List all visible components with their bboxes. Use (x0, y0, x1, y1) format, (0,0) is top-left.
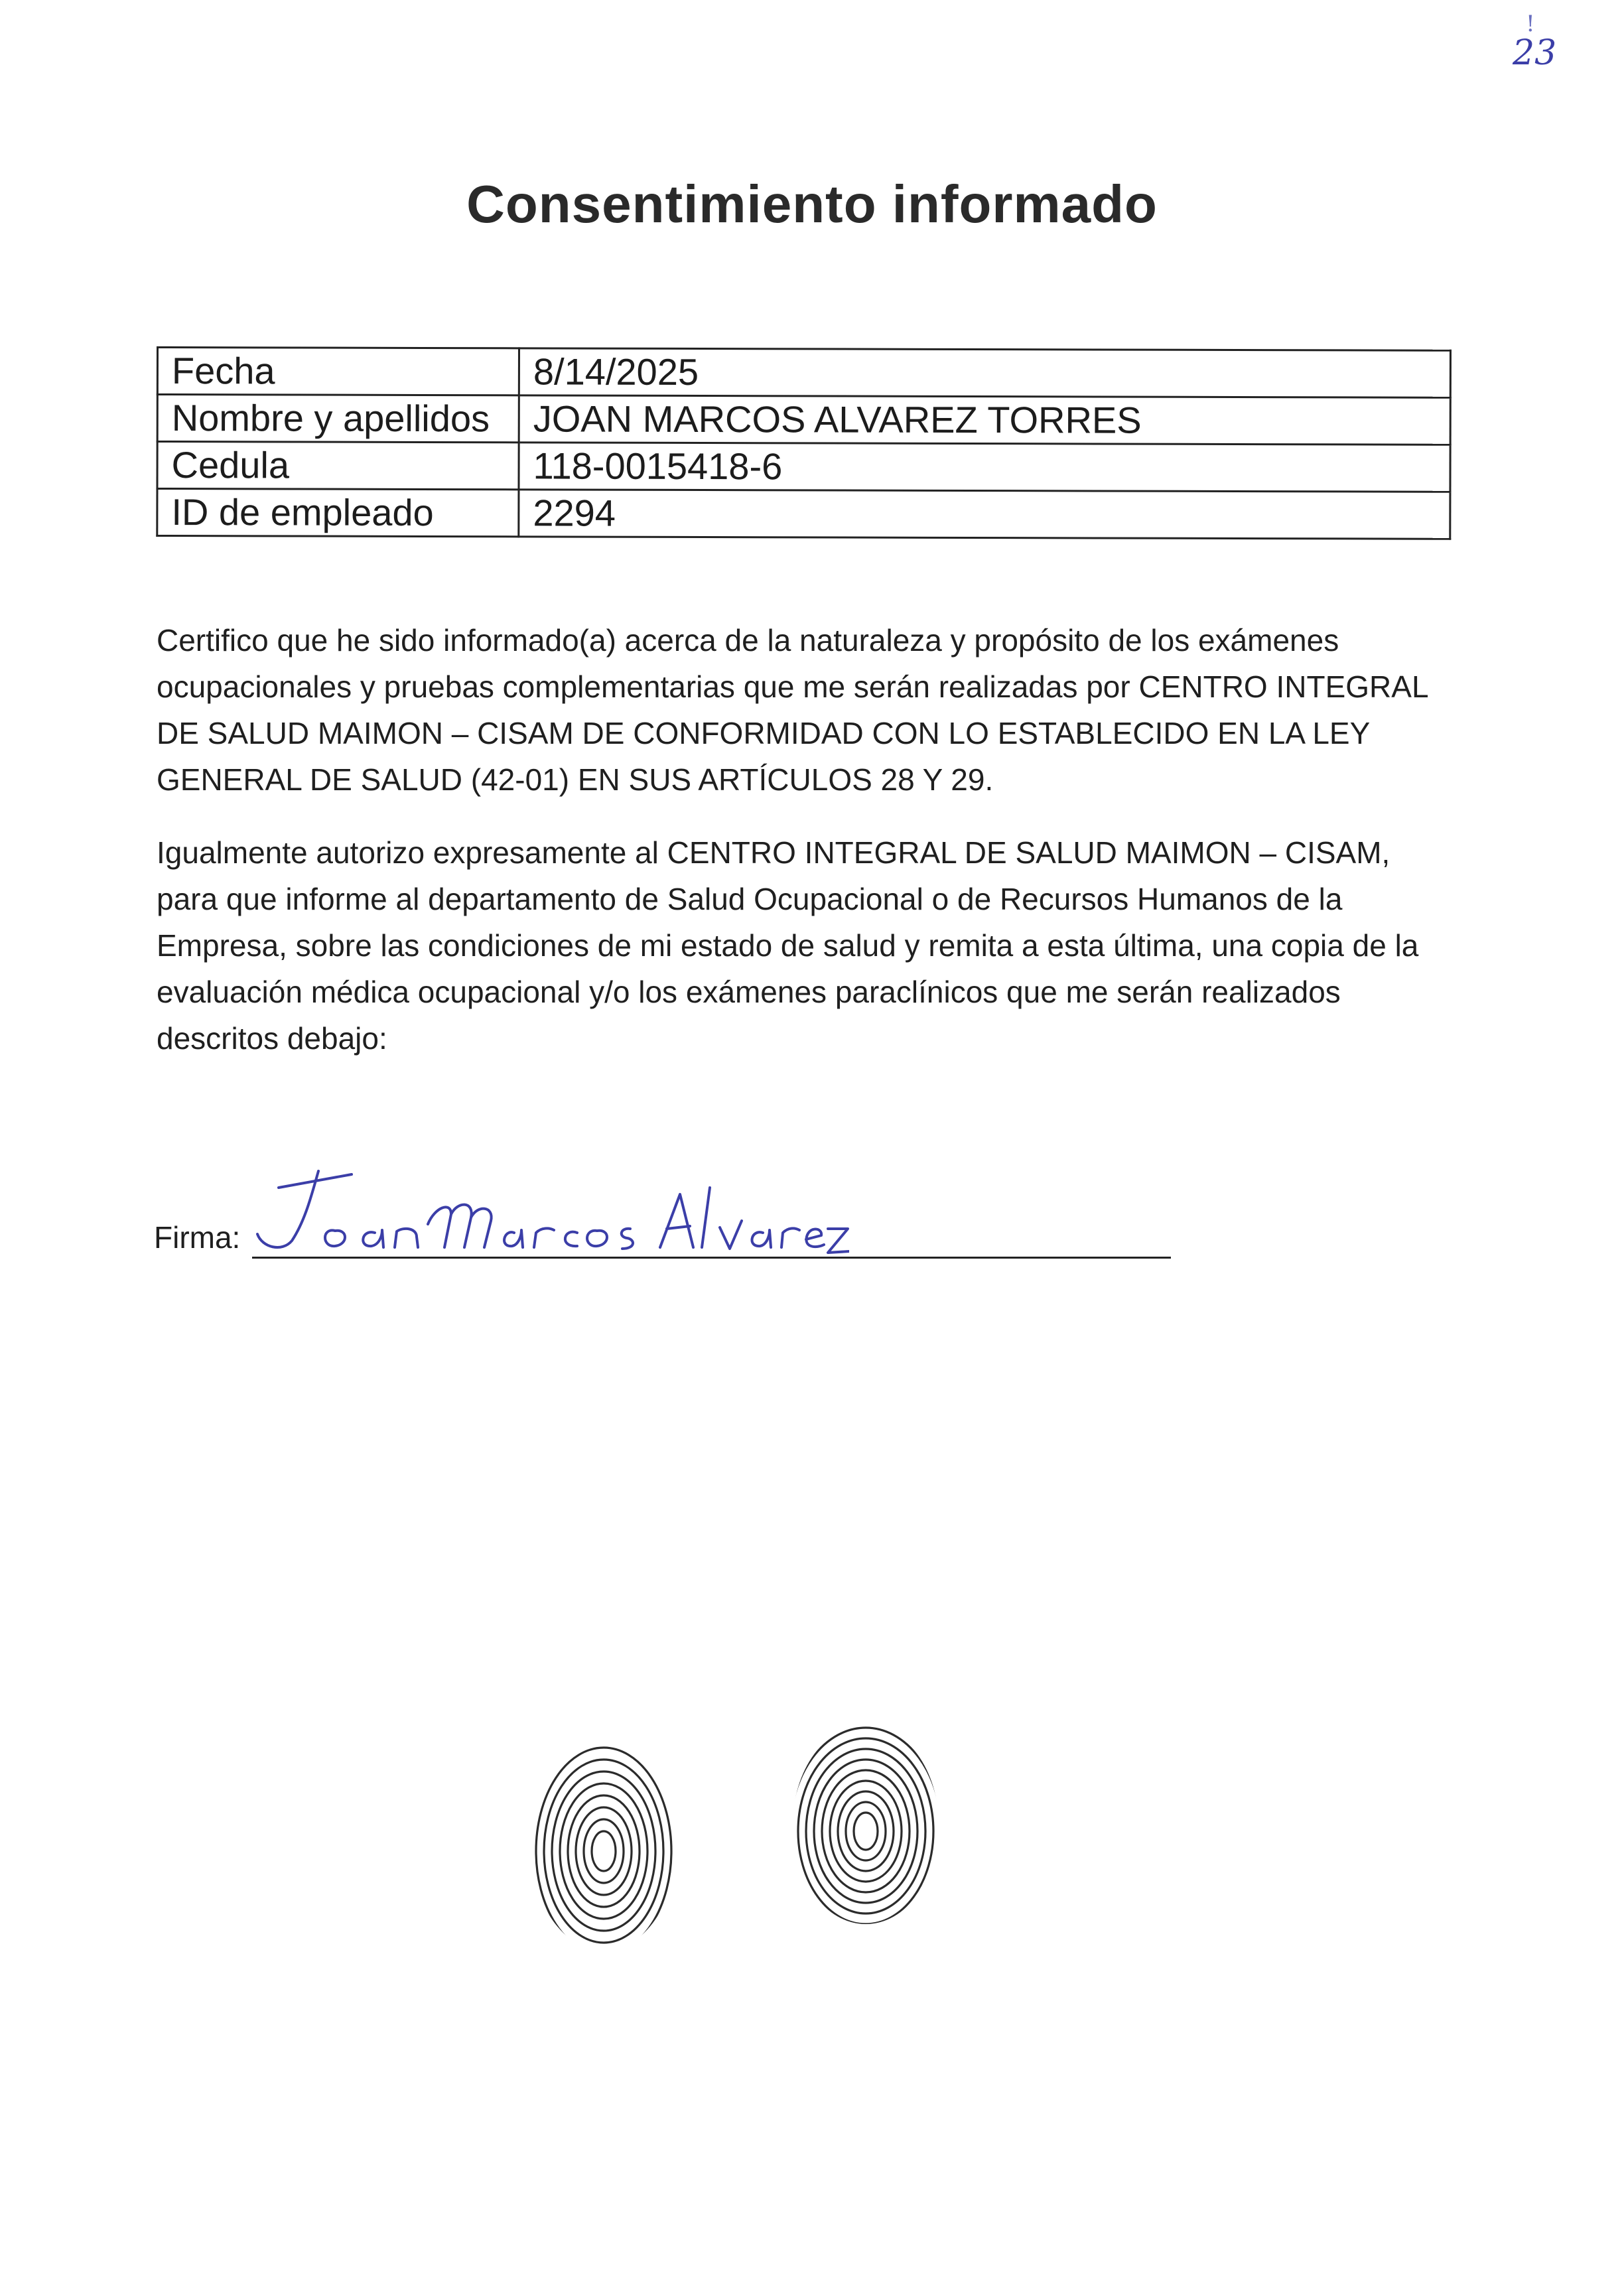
fingerprints (517, 1718, 982, 1971)
table-row (157, 348, 1450, 398)
info-table (156, 346, 1452, 540)
signature-label: Firma: (154, 1220, 241, 1255)
cedula-value: 118-0015418-6 (519, 443, 1450, 492)
authorization-paragraph: Igualmente autorizo expresamente al CENTRO INTEGRAL DE SALUD MAIMON – CISAM, para que informe al departamento de Salud Ocupacional o de Recursos Humanos de la Empresa, sobre las condiciones de mi estado de salud y remita a esta última, una copia de la evaluación médica ocupacional y/o los exámenes paraclínicos que me serán realizados descritos debajo: (157, 835, 1419, 1056)
table-row (157, 395, 1450, 445)
nombre-label: Nombre y apellidos (157, 395, 519, 443)
left-fingerprint-icon (528, 1736, 679, 1967)
nombre-value: JOAN MARCOS ALVAREZ TORRES (519, 395, 1450, 445)
handwritten-page-number (1513, 11, 1592, 86)
table-row (157, 442, 1450, 492)
certification-paragraph: Certifico que he sido informado(a) acerca de la naturaleza y propósito de los exámenes ocupacionales y pruebas complementarias que me serán realizadas por CENTRO INTEGRAL DE SALUD MAIMON – CISAM DE CONFORMIDAD CON LO ESTABLECIDO EN LA LEY GENERAL DE SALUD (42-01) EN SUS ARTÍCULOS 28 Y 29. (157, 623, 1428, 797)
fecha-label: Fecha (157, 348, 519, 395)
document-title: Consentimiento informado (466, 174, 1158, 234)
employee-id-label: ID de empleado (157, 489, 519, 537)
page-mark: ! (1526, 11, 1535, 37)
fecha-value: 8/14/2025 (519, 348, 1450, 397)
page-number-text: 23 (1513, 33, 1557, 73)
handwritten-signature (252, 1154, 849, 1267)
right-fingerprint-icon (790, 1728, 941, 1935)
employee-id-value: 2294 (519, 490, 1450, 539)
cedula-label: Cedula (157, 442, 519, 490)
table-row (157, 489, 1450, 539)
